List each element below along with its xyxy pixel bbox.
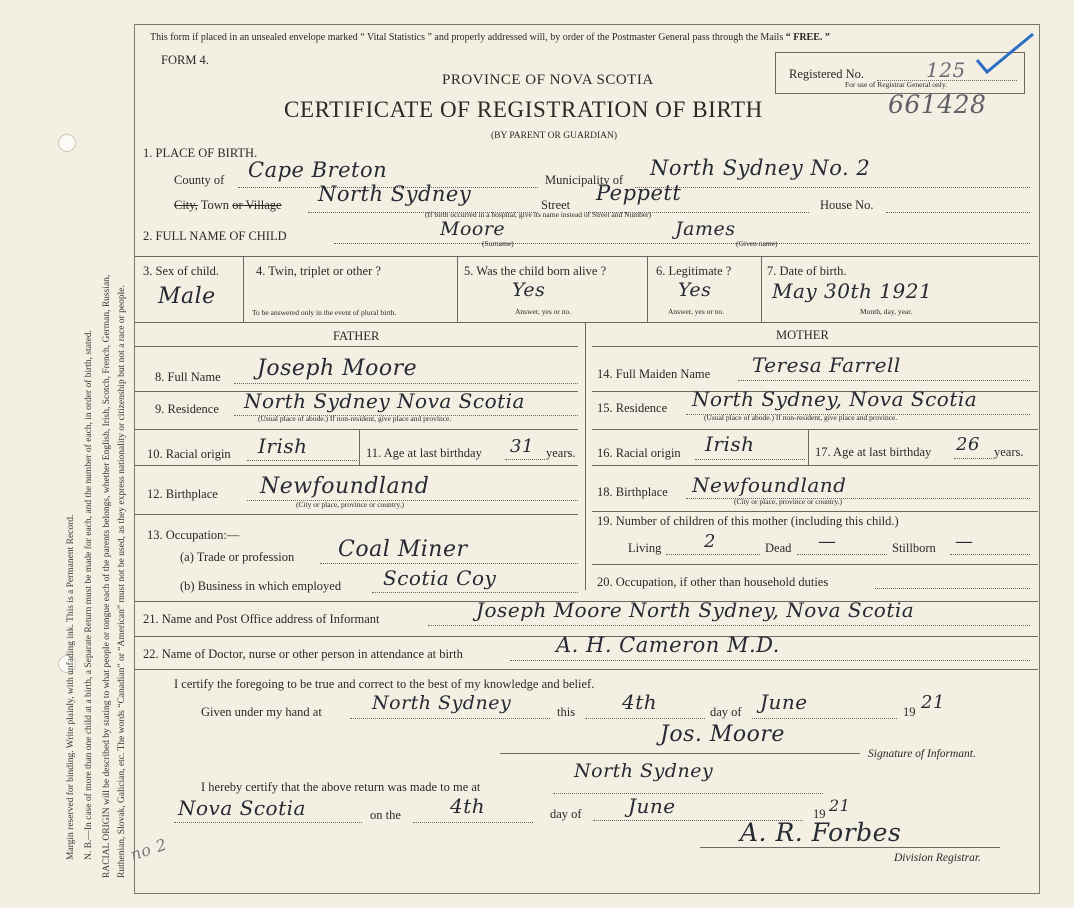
father-racial-line bbox=[247, 460, 357, 461]
mother-occupation-line bbox=[875, 588, 1030, 589]
father-age-line bbox=[505, 459, 545, 460]
mother-racial-label: 16. Racial origin bbox=[597, 446, 681, 460]
margin-note-nb: N. B.—In case of more than one child at a birth, a Separate Return must be made for each, and the number of each, in order of birth, stated. bbox=[84, 330, 94, 860]
row3-divider-3 bbox=[647, 256, 648, 322]
child-surname: Moore bbox=[440, 218, 506, 240]
father-birthplace-note: (City or place, province or country.) bbox=[296, 500, 405, 509]
check-mark-icon bbox=[975, 30, 1035, 76]
father-heading-line bbox=[134, 346, 578, 347]
doctor-value: A. H. Cameron M.D. bbox=[556, 633, 780, 657]
row3-divider-4 bbox=[761, 256, 762, 322]
mother-living-line bbox=[666, 554, 760, 555]
mother-racial-value: Irish bbox=[705, 432, 755, 456]
row3-bottom-line bbox=[134, 322, 1038, 323]
father-row-sep-3 bbox=[134, 465, 578, 466]
margin-note-binding: Margin reserved for binding. Write plainly, with unfading ink. This is a Permanent Record. bbox=[66, 514, 76, 860]
legitimate-note: Answer, yes or no. bbox=[668, 307, 725, 316]
certificate-subtitle: (BY PARENT OR GUARDIAN) bbox=[491, 131, 618, 141]
alive-value: Yes bbox=[512, 279, 546, 301]
mother-heading-line bbox=[592, 346, 1038, 347]
town-label: Town bbox=[200, 198, 230, 212]
column-divider bbox=[585, 322, 586, 590]
margin-note-racial-1: RACIAL ORIGIN will be described by stating to what people or tongue each of the parents belongs, whether English, Irish, Scotch, French, German, Russian, bbox=[102, 274, 112, 878]
father-trade-label: (a) Trade or profession bbox=[180, 550, 295, 564]
registrar-certify-text: I hereby certify that the above return was made to me at bbox=[201, 780, 481, 794]
registrar-month-value: June bbox=[628, 794, 676, 818]
child-given-name: James bbox=[675, 218, 736, 240]
registrar-day-line bbox=[413, 822, 533, 823]
house-line bbox=[886, 212, 1030, 213]
child-name-line bbox=[334, 243, 1030, 244]
given-year-value: 21 bbox=[921, 692, 945, 713]
informant-certify-text: I certify the foregoing to be true and correct to the best of my knowledge and belief. bbox=[174, 677, 595, 691]
registrar-place-value: North Sydney bbox=[574, 760, 714, 782]
father-racial-divider bbox=[359, 429, 360, 465]
father-heading: FATHER bbox=[333, 329, 380, 343]
father-racial-label: 10. Racial origin bbox=[147, 447, 231, 461]
registrar-day-value: 4th bbox=[450, 794, 486, 818]
informant-signature: Jos. Moore bbox=[660, 722, 785, 747]
father-birthplace-label: 12. Birthplace bbox=[147, 487, 218, 501]
town-value: North Sydney bbox=[318, 182, 472, 206]
registered-note: For use of Registrar General only. bbox=[845, 80, 947, 89]
mother-name-label: 14. Full Maiden Name bbox=[597, 367, 711, 381]
twin-label: 4. Twin, triplet or other ? bbox=[256, 264, 381, 278]
mother-living-value: 2 bbox=[704, 531, 716, 552]
father-age-value: 31 bbox=[510, 436, 534, 457]
given-place-line bbox=[350, 718, 550, 719]
informant-label: 21. Name and Post Office address of Informant bbox=[143, 612, 380, 626]
mother-age-unit: years. bbox=[994, 445, 1024, 459]
mail-notice bbox=[150, 32, 830, 43]
house-label: House No. bbox=[820, 198, 874, 212]
child-name-label: 2. FULL NAME OF CHILD bbox=[143, 229, 287, 243]
registrar-signature: A. R. Forbes bbox=[740, 818, 902, 847]
given-month-value: June bbox=[760, 690, 808, 714]
informant-signature-label: Signature of Informant. bbox=[868, 748, 976, 760]
mother-racial-divider bbox=[808, 429, 809, 465]
given-day-of-label: day of bbox=[710, 705, 742, 719]
father-residence-note: (Usual place of abode.) If non-resident, give place and province. bbox=[258, 414, 452, 423]
mother-residence-label: 15. Residence bbox=[597, 401, 668, 415]
village-label: or Village bbox=[232, 198, 282, 212]
father-trade-line bbox=[320, 563, 578, 564]
mother-occupation-label: 20. Occupation, if other than household duties bbox=[597, 575, 829, 589]
father-racial-value: Irish bbox=[258, 434, 308, 458]
mother-name-line bbox=[738, 380, 1030, 381]
municipality-line bbox=[635, 187, 1030, 188]
father-birthplace-value: Newfoundland bbox=[260, 474, 430, 499]
father-age-label: 11. Age at last birthday bbox=[366, 446, 482, 460]
place-of-birth-heading: 1. PLACE OF BIRTH. bbox=[143, 146, 258, 160]
mother-racial-line bbox=[695, 459, 805, 460]
margin-note-racial-2: Ruthenian, Slovak, Galician, etc. The words “Canadian” or “American” must not be used, as they express nationality or citizenship but not a race or people. bbox=[117, 285, 127, 878]
row3-top-line bbox=[134, 256, 1038, 257]
row3-divider-1 bbox=[243, 256, 244, 322]
mother-dead-label: Dead bbox=[765, 541, 792, 555]
father-trade-value: Coal Miner bbox=[338, 537, 468, 562]
binding-hole-top bbox=[58, 134, 76, 152]
legitimate-value: Yes bbox=[678, 279, 712, 301]
father-name-label: 8. Full Name bbox=[155, 370, 221, 384]
father-business-label: (b) Business in which employed bbox=[180, 579, 342, 593]
mother-dead-line bbox=[797, 554, 887, 555]
registrar-province-line bbox=[174, 822, 362, 823]
given-name-caption: (Given name) bbox=[736, 239, 778, 248]
mother-age-value: 26 bbox=[956, 434, 980, 455]
registrar-year-prefix: 19 bbox=[813, 807, 826, 821]
informant-value: Joseph Moore North Sydney, Nova Scotia bbox=[476, 598, 915, 622]
mother-residence-value: North Sydney, Nova Scotia bbox=[692, 387, 978, 411]
doctor-sep-line bbox=[134, 669, 1038, 670]
twin-note: To be answered only in the event of plural birth. bbox=[252, 308, 397, 317]
mother-row-sep-3 bbox=[592, 465, 1038, 466]
mother-name-value: Teresa Farrell bbox=[752, 353, 901, 377]
dob-value: May 30th 1921 bbox=[772, 279, 933, 303]
doctor-line bbox=[510, 660, 1030, 661]
province-heading: PROVINCE OF NOVA SCOTIA bbox=[442, 72, 654, 88]
street-value: Peppett bbox=[596, 181, 682, 205]
mother-birthplace-note: (City or place, province or country.) bbox=[734, 497, 843, 506]
registrar-signature-label: Division Registrar. bbox=[894, 852, 981, 864]
father-residence-label: 9. Residence bbox=[155, 402, 219, 416]
registrar-province-value: Nova Scotia bbox=[178, 796, 306, 820]
mother-stillborn-line bbox=[950, 554, 1030, 555]
registered-number: 125 bbox=[926, 58, 966, 82]
given-month-line bbox=[752, 718, 897, 719]
dob-note: Month, day, year. bbox=[860, 307, 913, 316]
alive-label: 5. Was the child born alive ? bbox=[464, 264, 607, 278]
informant-line bbox=[428, 625, 1030, 626]
mother-living-label: Living bbox=[628, 541, 662, 555]
given-day-line bbox=[585, 718, 705, 719]
father-residence-value: North Sydney Nova Scotia bbox=[244, 389, 525, 413]
given-this-label: this bbox=[557, 705, 576, 719]
registrar-general-number: 661428 bbox=[888, 90, 987, 119]
registrar-day-of-label: day of bbox=[550, 807, 582, 821]
father-occupation-label: 13. Occupation:— bbox=[147, 528, 240, 542]
father-name-line bbox=[234, 383, 578, 384]
sex-value: Male bbox=[158, 284, 216, 309]
county-value: Cape Breton bbox=[248, 158, 388, 182]
mother-row-sep-4 bbox=[592, 511, 1038, 512]
doctor-label: 22. Name of Doctor, nurse or other person in attendance at birth bbox=[143, 647, 463, 661]
mother-residence-note: (Usual place of abode.) If non-resident, give place and province. bbox=[704, 413, 898, 422]
registrar-on-the-label: on the bbox=[370, 808, 401, 822]
certificate-title: CERTIFICATE OF REGISTRATION OF BIRTH bbox=[284, 97, 763, 122]
mother-stillborn-label: Stillborn bbox=[892, 541, 936, 555]
registrar-year-value: 21 bbox=[829, 796, 851, 815]
legitimate-label: 6. Legitimate ? bbox=[656, 264, 732, 278]
surname-caption: (Surname) bbox=[482, 239, 514, 248]
mother-row-sep-2 bbox=[592, 429, 1038, 430]
mother-row-sep-5 bbox=[592, 564, 1038, 565]
mother-age-label: 17. Age at last birthday bbox=[815, 445, 932, 459]
street-label: Street bbox=[541, 198, 571, 212]
given-place-value: North Sydney bbox=[372, 692, 512, 714]
sex-label: 3. Sex of child. bbox=[143, 264, 220, 278]
mother-birthplace-value: Newfoundland bbox=[692, 473, 847, 497]
mail-notice-text: This form if placed in an unsealed envelope marked “ Vital Statistics ” and properly addressed will, by order of the Postmaster General pass through the Mails bbox=[150, 32, 784, 43]
dob-label: 7. Date of birth. bbox=[767, 264, 847, 278]
father-name-value: Joseph Moore bbox=[257, 356, 418, 381]
city-label: City, bbox=[174, 198, 198, 212]
hospital-note: (If birth occurred in a hospital, give its name instead of Street and Number) bbox=[425, 210, 652, 219]
mother-heading: MOTHER bbox=[776, 328, 829, 342]
given-day-value: 4th bbox=[622, 690, 658, 714]
mother-dead-value: — bbox=[818, 531, 837, 552]
form-number: FORM 4. bbox=[161, 53, 209, 67]
mother-birthplace-label: 18. Birthplace bbox=[597, 485, 668, 499]
margin-handwritten-note: no 2 bbox=[127, 834, 170, 865]
father-row-sep-2 bbox=[134, 429, 578, 430]
mother-stillborn-value: — bbox=[955, 531, 974, 552]
county-label: County of bbox=[174, 173, 225, 187]
alive-note: Answer, yes or no. bbox=[515, 307, 572, 316]
father-business-line bbox=[372, 592, 578, 593]
row3-divider-2 bbox=[457, 256, 458, 322]
father-business-value: Scotia Coy bbox=[383, 566, 497, 590]
registrar-signature-line bbox=[700, 847, 1000, 848]
mother-children-label: 19. Number of children of this mother (including this child.) bbox=[597, 514, 899, 528]
town-label-group bbox=[174, 198, 282, 213]
given-year-prefix: 19 bbox=[903, 705, 916, 719]
registrar-place-line bbox=[553, 793, 823, 794]
father-age-unit: years. bbox=[546, 446, 576, 460]
registered-label: Registered No. bbox=[789, 67, 864, 81]
informant-signature-line bbox=[500, 753, 860, 754]
given-under-label: Given under my hand at bbox=[201, 705, 322, 719]
municipality-value: North Sydney No. 2 bbox=[650, 156, 871, 180]
mother-age-line bbox=[954, 458, 994, 459]
municipality-label: Municipality of bbox=[545, 173, 624, 187]
mail-notice-free: “ FREE. ” bbox=[785, 32, 830, 43]
father-row-sep-4 bbox=[134, 514, 578, 515]
